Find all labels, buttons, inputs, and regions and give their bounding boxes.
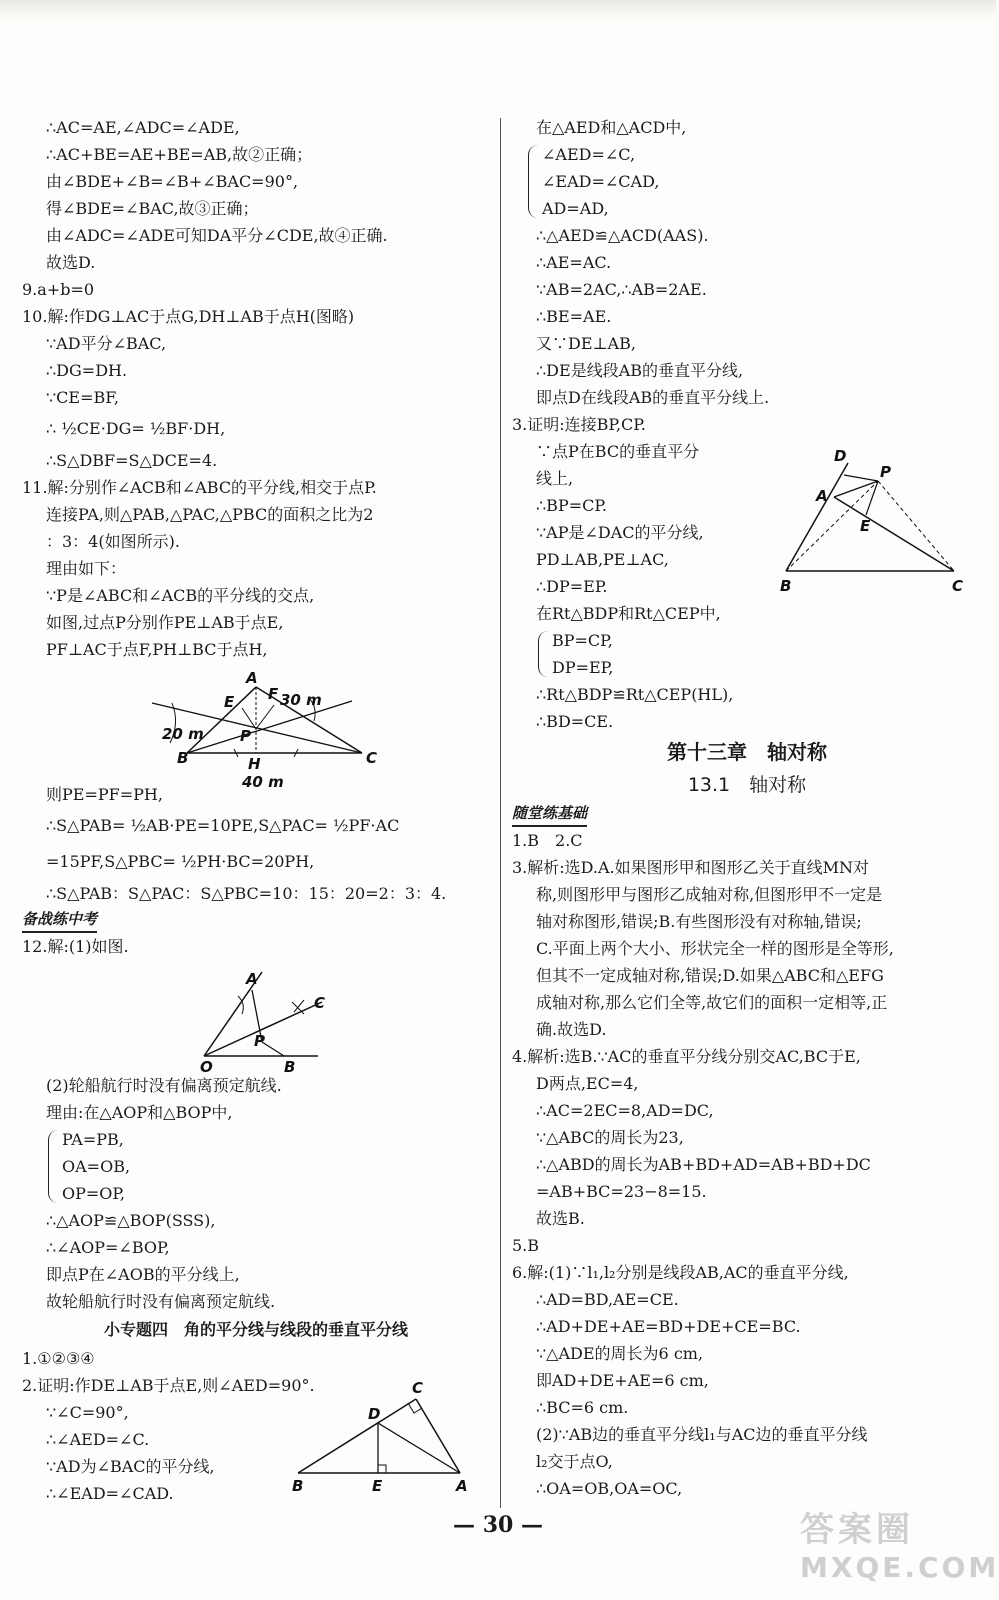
text-line: 连接PA,则△PAB,△PAC,△PBC的面积之比为2: [46, 505, 374, 524]
answer-9: 9.a+b=0: [22, 280, 95, 299]
figp3-label-E: E: [860, 517, 871, 535]
text-line: 理由:在△AOP和△BOP中,: [46, 1103, 233, 1122]
text-line: ∴S△DBF=S△DCE=4.: [46, 451, 218, 470]
text-line: ∵AP是∠DAC的平分线,: [536, 523, 704, 542]
text-line: PD⊥AB,PE⊥AC,: [536, 550, 669, 569]
text-line: ∴Rt△BDP≌Rt△CEP(HL),: [536, 685, 734, 704]
column-divider: [500, 118, 501, 1508]
answer-6: 6.解:(1)∵l₁,l₂分别是线段AB,AC的垂直平分线,: [512, 1263, 849, 1282]
answer-3: 3.证明:连接BP,CP.: [512, 415, 646, 434]
watermark-line-1: 答案圈: [800, 1510, 914, 1550]
watermark-line-2: MXQE.COM: [800, 1551, 999, 1584]
figp3-label-D: D: [834, 447, 847, 465]
text-line: 即AD+DE+AE=6 cm,: [536, 1371, 709, 1390]
text-line: DP=EP,: [552, 658, 614, 677]
text-line: =AB+BC=23−8=15.: [536, 1182, 707, 1201]
text-line: ∵AD为∠BAC的平分线,: [46, 1457, 215, 1476]
equation-system: [22, 1126, 490, 1207]
text-line: PA=PB,: [62, 1130, 124, 1149]
text-line: 称,则图形甲与图形乙成轴对称,但图形甲不一定是: [536, 885, 883, 904]
text-line: ∴OA=OB,OA=OC,: [536, 1479, 683, 1498]
section-tag-exam: 备战练中考: [22, 907, 490, 933]
figt2-label-E: E: [372, 1477, 383, 1495]
text-line: ∴△AED≌△ACD(AAS).: [536, 226, 709, 245]
text-line: 在△AED和△ACD中,: [536, 118, 687, 137]
text-line: ∴BD=CE.: [536, 712, 614, 731]
text-line: ∴BP=CP.: [536, 496, 607, 515]
equation-system: [512, 627, 982, 681]
answer-t2: 2.证明:作DE⊥AB于点E,则∠AED=90°.: [22, 1376, 315, 1395]
answer-1-2: 1.B 2.C: [512, 831, 583, 850]
text-line: ∴∠EAD=∠CAD.: [46, 1484, 174, 1503]
fig11-label-A: A: [246, 669, 258, 687]
text-line: 即点P在∠AOB的平分线上,: [46, 1265, 240, 1284]
text-line: ∴AD=BD,AE=CE.: [536, 1290, 679, 1309]
text-line: 故轮船航行时没有偏离预定航线.: [46, 1292, 276, 1311]
text-line: 又∵DE⊥AB,: [536, 334, 636, 353]
text-line: OP=OP,: [62, 1184, 126, 1203]
fig11-label-B: B: [177, 749, 189, 767]
text-line: 则PE=PF=PH,: [46, 785, 163, 804]
fig11-dim-3: 40 m: [242, 773, 284, 791]
text-line: ：3：4(如图所示).: [46, 532, 180, 551]
answer-4: 4.解析:选B.∵AC的垂直平分线分别交AC,BC于E,: [512, 1047, 861, 1066]
equation-system: [512, 141, 982, 222]
topic-heading: 小专题四 角的平分线与线段的垂直平分线: [103, 1320, 408, 1339]
fig11-dim-1: 30 m: [280, 691, 322, 709]
text-line: 确.故选D.: [536, 1020, 607, 1039]
text-line: ∴△ABD的周长为AB+BD+AD=AB+BD+DC: [536, 1155, 871, 1174]
figure-11: [22, 663, 490, 791]
text-line: 得∠BDE=∠BAC,故③正确；: [46, 199, 259, 218]
figure-11-svg: [22, 663, 490, 791]
text-line: ∴∠AOP=∠BOP,: [46, 1238, 170, 1257]
figp3-label-P: P: [880, 463, 891, 481]
text-line: ∴△AOP≌△BOP(SSS),: [46, 1211, 216, 1230]
figure-12: [22, 960, 490, 1076]
answer-11: 11.解:分别作∠ACB和∠ABC的平分线,相交于点P.: [22, 478, 377, 497]
figp3-label-C: C: [952, 577, 964, 595]
fig11-label-F: F: [268, 685, 279, 703]
brace: [538, 631, 549, 677]
text-line: ∵点P在BC的垂直平分: [536, 442, 700, 461]
fig12-label-C: C: [314, 994, 326, 1012]
text-line: ∴S△PAB= ½AB·PE=10PE,S△PAC= ½PF·AC: [46, 816, 400, 835]
text-line: 由∠ADC=∠ADE可知DA平分∠CDE,故④正确.: [46, 226, 388, 245]
text-line: ∴AC+BE=AE+BE=AB,故②正确；: [46, 145, 313, 164]
text-line: (2)轮船航行时没有偏离预定航线.: [46, 1076, 282, 1095]
figt2-label-B: B: [292, 1477, 304, 1495]
text-line: ∵∠C=90°,: [46, 1403, 129, 1422]
text-line: 由∠BDE+∠B=∠B+∠BAC=90°,: [46, 172, 299, 191]
text-line: 但其不一定成轴对称,错误;D.如果△ABC和△EFG: [536, 966, 884, 985]
text-line: 在Rt△BDP和Rt△CEP中,: [536, 604, 721, 623]
text-line: ∴AE=AC.: [536, 253, 612, 272]
figure-12-svg: [22, 960, 490, 1076]
text-line: ∴DG=DH.: [46, 361, 128, 380]
text-line: ∴S△PAB：S△PAC：S△PBC=10：15：20=2：3：4.: [46, 884, 447, 903]
text-line: ∴BE=AE.: [536, 307, 612, 326]
fig12-label-B: B: [284, 1058, 296, 1076]
text-line: ∴DE是线段AB的垂直平分线,: [536, 361, 744, 380]
text-line: ∴AC=AE,∠ADC=∠ADE,: [46, 118, 240, 137]
text-line: l₂交于点O,: [536, 1452, 613, 1471]
text-line: ∠EAD=∠CAD,: [542, 172, 660, 191]
figp3-label-B: B: [780, 577, 792, 595]
text-line: ∵P是∠ABC和∠ACB的平分线的交点,: [46, 586, 315, 605]
text-line: BP=CP,: [552, 631, 613, 650]
text-line: D两点,EC=4,: [536, 1074, 639, 1093]
right-column: [512, 114, 982, 1502]
fig12-label-A: A: [246, 970, 258, 988]
text-line: ∵AD平分∠BAC,: [46, 334, 167, 353]
text-line: (2)∵AB边的垂直平分线l₁与AC边的垂直平分线: [536, 1425, 868, 1444]
text-line: C.平面上两个大小、形状完全一样的图形是全等形,: [536, 939, 894, 958]
text-line: ∵CE=BF,: [46, 388, 119, 407]
section-heading: 13.1 轴对称: [687, 774, 807, 796]
text-line: ∵AB=2AC,∴AB=2AE.: [536, 280, 707, 299]
answer-3b: 3.解析:选D.A.如果图形甲和图形乙关于直线MN对: [512, 858, 870, 877]
text-line: AD=AD,: [542, 199, 609, 218]
figure-p3-svg: [774, 441, 974, 601]
text-line: ∵△ADE的周长为6 cm,: [536, 1344, 704, 1363]
text-line: 故选B.: [536, 1209, 585, 1228]
fig11-label-C: C: [366, 749, 378, 767]
figp3-label-A: A: [816, 487, 828, 505]
text-line: PF⊥AC于点F,PH⊥BC于点H,: [46, 640, 268, 659]
answer-12: 12.解:(1)如图.: [22, 937, 129, 956]
text-line: ∴BC=6 cm.: [536, 1398, 629, 1417]
fig12-label-P: P: [254, 1032, 265, 1050]
brace: [528, 145, 539, 218]
brace: [48, 1130, 59, 1203]
figt2-label-D: D: [368, 1405, 381, 1423]
text-line: 理由如下：: [46, 559, 127, 578]
text-line: 如图,过点P分别作PE⊥AB于点E,: [46, 613, 284, 632]
figure-t2-svg: [284, 1377, 484, 1507]
fig11-label-P: P: [240, 727, 251, 745]
text-line: ∴∠AED=∠C.: [46, 1430, 150, 1449]
chapter-heading: 第十三章 轴对称: [667, 740, 827, 764]
text-line: ∴AC=2EC=8,AD=DC,: [536, 1101, 714, 1120]
text-line: ∠AED=∠C,: [542, 145, 636, 164]
answer-10: 10.解:作DG⊥AC于点G,DH⊥AB于点H(图略): [22, 307, 355, 326]
fig12-label-O: O: [200, 1058, 213, 1076]
text-line: =15PF,S△PBC= ½PH·BC=20PH,: [46, 852, 315, 871]
section-tag-practice: 随堂练基础: [512, 801, 982, 827]
text-line: 即点D在线段AB的垂直平分线上.: [536, 388, 770, 407]
fig11-label-H: H: [248, 755, 261, 773]
answer-t1: 1.①②③④: [22, 1349, 95, 1368]
text-line: 线上,: [536, 469, 574, 488]
text-line: 轴对称图形,错误;B.有些图形没有对称轴,错误;: [536, 912, 862, 931]
fig11-label-E: E: [224, 693, 235, 711]
text-line: ∴AD+DE+AE=BD+DE+CE=BC.: [536, 1317, 801, 1336]
text-line: 成轴对称,那么它们全等,故它们的面积一定相等,正: [536, 993, 888, 1012]
text-line: OA=OB,: [62, 1157, 131, 1176]
fig11-dim-2: 20 m: [162, 725, 204, 743]
text-line: ∵△ABC的周长为23,: [536, 1128, 684, 1147]
watermark-logo: [800, 1502, 999, 1592]
answer-5: 5.B: [512, 1236, 540, 1255]
page-top-shade: [0, 0, 996, 20]
text-line: ∴ ½CE·DG= ½BF·DH,: [46, 419, 226, 438]
text-line: ∴DP=EP.: [536, 577, 608, 596]
left-column: [22, 114, 490, 1507]
page-number: — 30 —: [453, 1512, 543, 1538]
p3-block: [512, 411, 982, 627]
figt2-label-A: A: [456, 1477, 468, 1495]
text-line: 故选D.: [46, 253, 96, 272]
figt2-label-C: C: [412, 1379, 424, 1397]
